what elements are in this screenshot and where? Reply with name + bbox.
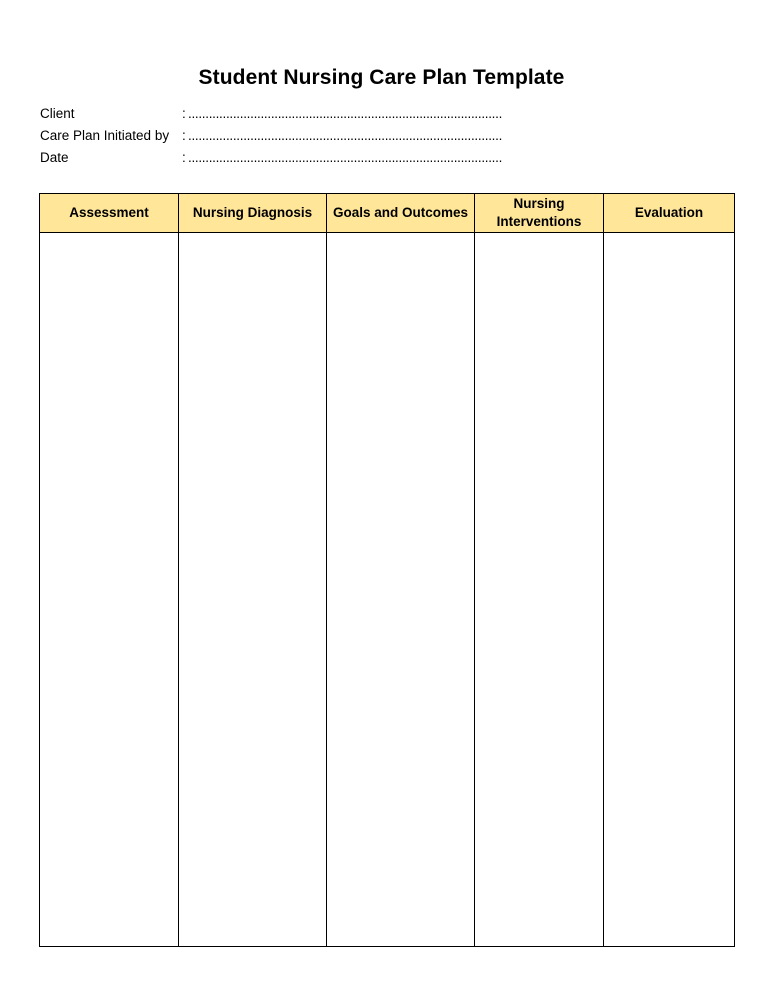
care-plan-initiated-by-label: Care Plan Initiated by <box>40 128 170 143</box>
client-separator: : <box>182 106 186 121</box>
table-row <box>40 233 735 947</box>
date-separator: : <box>182 150 186 165</box>
care-plan-initiated-by-blank-line[interactable]: ........................................................................................... <box>188 128 503 143</box>
table-header-row <box>40 194 735 233</box>
column-header-goals-and-outcomes: Goals and Outcomes <box>327 194 475 233</box>
care-plan-initiated-by-separator: : <box>182 128 186 143</box>
nursing-interventions-cell[interactable] <box>475 233 604 947</box>
assessment-cell[interactable] <box>40 233 179 947</box>
column-header-nursing-diagnosis: Nursing Diagnosis <box>179 194 327 233</box>
date-field <box>40 150 502 172</box>
evaluation-cell[interactable] <box>604 233 735 947</box>
column-header-nursing-interventions: Nursing Interventions <box>475 194 604 233</box>
column-header-assessment: Assessment <box>40 194 179 233</box>
page-title: Student Nursing Care Plan Template <box>198 66 565 89</box>
client-field <box>40 106 502 128</box>
care-plan-initiated-by-field <box>40 128 502 150</box>
column-header-evaluation: Evaluation <box>604 194 735 233</box>
date-blank-line[interactable]: ........................................................................................... <box>188 150 503 165</box>
header-fields <box>40 106 502 172</box>
client-blank-line[interactable]: ........................................................................................... <box>188 106 503 121</box>
date-label: Date <box>40 150 69 165</box>
nursing-diagnosis-cell[interactable] <box>179 233 327 947</box>
care-plan-table <box>39 193 735 947</box>
client-label: Client <box>40 106 75 121</box>
goals-and-outcomes-cell[interactable] <box>327 233 475 947</box>
